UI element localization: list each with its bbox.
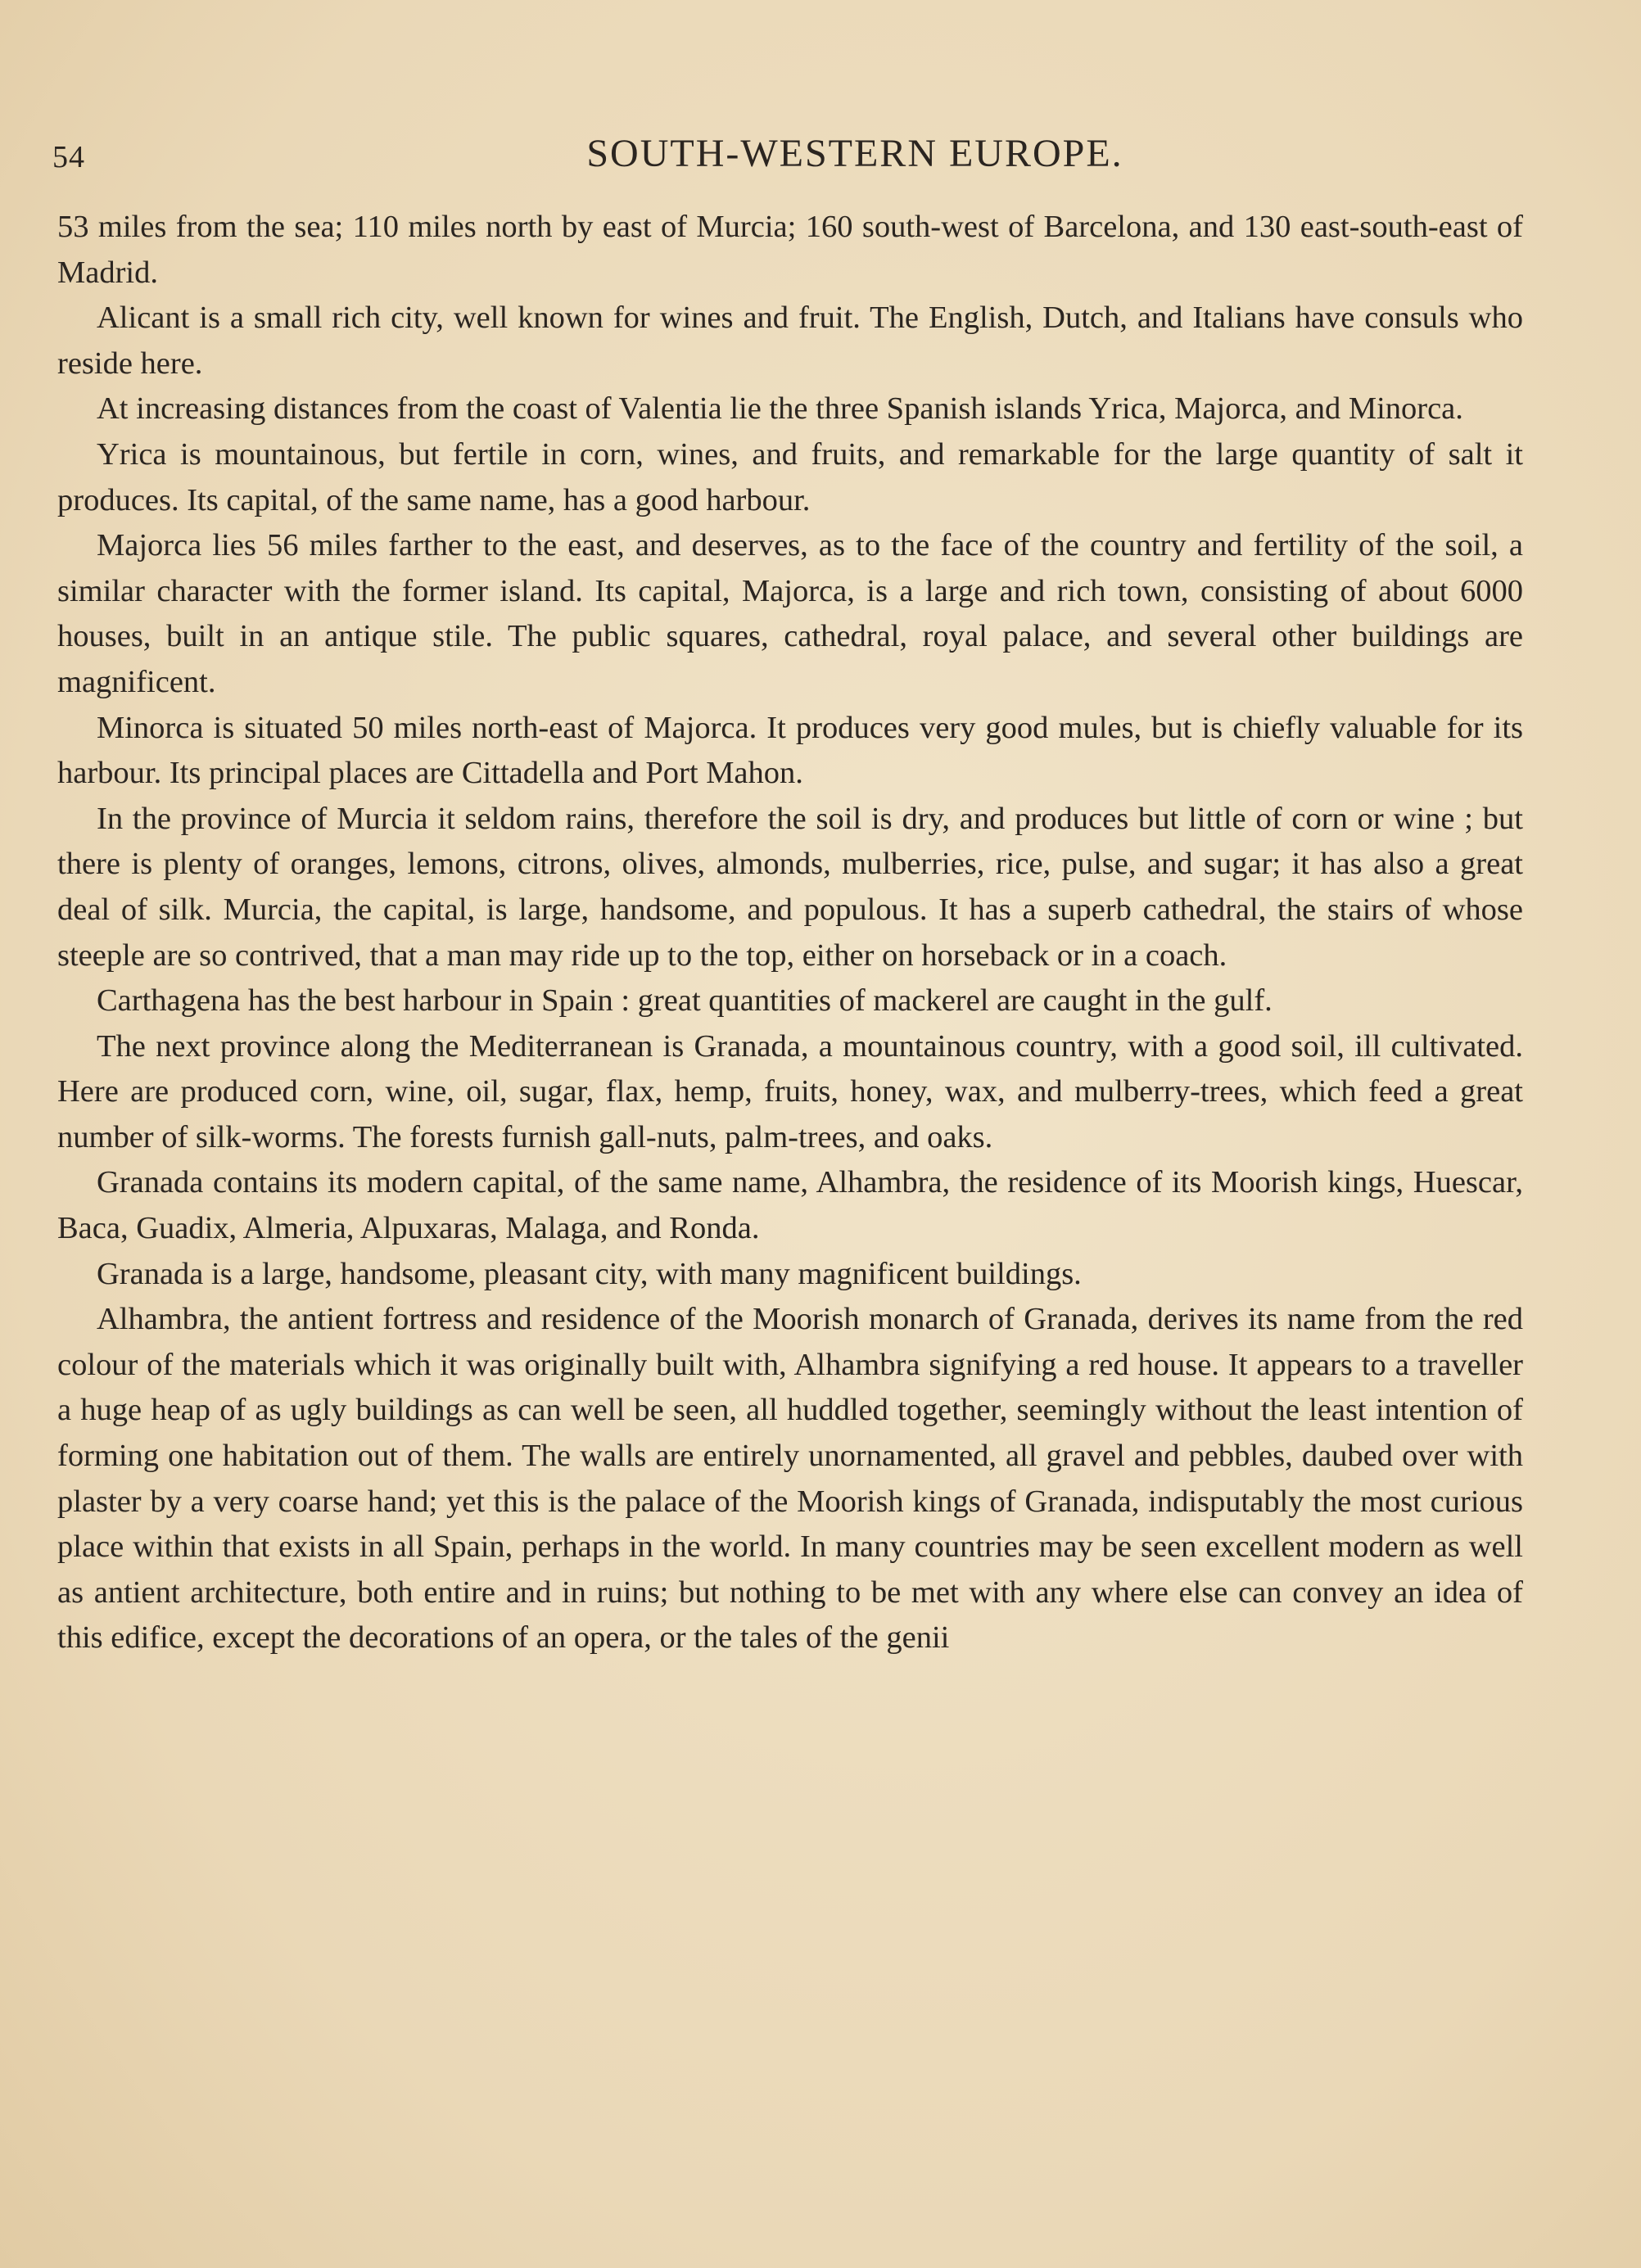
page-header	[52, 131, 1526, 180]
body-text	[57, 205, 1523, 1661]
paragraph-continuation: 53 miles from the sea; 110 miles north by east of Murcia; 160 south-west of Barcelona, and 130 east-south-east of Madrid.	[57, 210, 1523, 290]
page-number: 54	[52, 140, 85, 174]
paragraph-yrica: Yrica is mountainous, but fertile in corn, wines, and fruits, and remarkable for the large quantity of salt it produces. Its capital, of the same name, has a good harbour.	[57, 436, 1523, 517]
paragraph-granada-places: Granada contains its modern capital, of the same name, Alhambra, the residence of its Moorish kings, Huescar, Baca, Guadix, Almeria, Alpuxaras, Malaga, and Ronda.	[57, 1165, 1523, 1246]
paragraph-granada-province: The next province along the Mediterranean is Granada, a mountainous country, with a good soil, ill cultivated. Here are produced corn, wine, oil, sugar, flax, hemp, fruits, honey, wax, and mulberry-trees, which feed a great number of silk-worms. The forests furnish gall-nuts, palm-trees, and oaks.	[57, 1028, 1523, 1154]
running-head: SOUTH-WESTERN EUROPE.	[586, 132, 1123, 175]
paragraph-carthagena: Carthagena has the best harbour in Spain : great quantities of mackerel are caught in the gulf.	[97, 983, 1273, 1019]
paragraph-murcia: In the province of Murcia it seldom rains, therefore the soil is dry, and produces but little of corn or wine ; but there is plenty of oranges, lemons, citrons, olives, almonds, mulberries, rice, pulse, and sugar; it has also a great deal of silk. Murcia, the capital, is large, handsome, and populous. It has a superb cathedral, the stairs of whose steeple are so contrived, that a man may ride up to the top, either on horseback or in a coach.	[57, 801, 1523, 973]
paragraph-islands: At increasing distances from the coast of Valentia lie the three Spanish islands Yrica, Majorca, and Minorca.	[97, 391, 1463, 427]
paragraph-minorca: Minorca is situated 50 miles north-east of Majorca. It produces very good mules, but is chiefly valuable for its harbour. Its principal places are Cittadella and Port Mahon.	[57, 710, 1523, 791]
paragraph-majorca: Majorca lies 56 miles farther to the east, and deserves, as to the face of the country and fertility of the soil, a similar character with the former island. Its capital, Majorca, is a large and rich town, consisting of about 6000 houses, built in an antique stile. The public squares, cathedral, royal palace, and several other buildings are magnificent.	[57, 528, 1523, 699]
paragraph-alhambra: Alhambra, the antient fortress and residence of the Moorish monarch of Granada, derives its name from the red colour of the materials which it was originally built with, Alhambra signifying a red house. It appears to a traveller a huge heap of as ugly buildings as can well be seen, all huddled together, seemingly without the least intention of forming one habitation out of them. The walls are entirely unornamented, all gravel and pebbles, daubed over with plaster by a very coarse hand; yet this is the palace of the Moorish kings of Granada, indisputably the most curious place within that exists in all Spain, perhaps in the world. In many countries may be seen excellent modern as well as antient architecture, both entire and in ruins; but nothing to be met with any where else can convey an idea of this edifice, except the decorations of an opera, or the tales of the genii	[57, 1302, 1523, 1656]
paragraph-alicant: Alicant is a small rich city, well known for wines and fruit. The English, Dutch, and Italians have consuls who reside here.	[57, 300, 1523, 381]
paragraph-granada-city: Granada is a large, handsome, pleasant city, with many magnificent buildings.	[97, 1256, 1082, 1291]
